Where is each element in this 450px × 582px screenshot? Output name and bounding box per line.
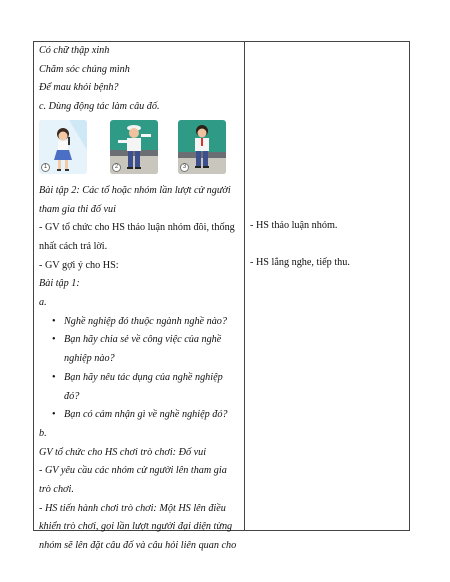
illustration-student: [178, 120, 226, 174]
question-item: [39, 313, 237, 332]
teacher-instruction: nhất cách trả lời.: [39, 240, 108, 252]
student-activity: nhóm sẽ lên đặt câu đố và câu hỏi liên quan cho: [39, 540, 237, 552]
part-a-label: a.: [39, 297, 47, 309]
bullet-icon: •: [52, 371, 56, 383]
bullet-icon: •: [52, 315, 56, 327]
picture-number: 2: [112, 163, 121, 172]
teacher-request: trò chơi.: [39, 484, 74, 496]
picture-number: 1: [41, 163, 50, 172]
exercise-1-title: Bài tập 1:: [39, 278, 80, 290]
illustration-traffic-police: [110, 120, 158, 174]
picture-number: 3: [180, 163, 189, 172]
poem-line: Có chữ thập xinh: [39, 45, 110, 56]
student-response: - HS thảo luận nhóm.: [250, 220, 338, 231]
illustration-singer: [39, 120, 87, 174]
student-response: - HS lắng nghe, tiếp thu.: [250, 257, 350, 268]
game-title: GV tổ chức cho HS chơi trò chơi: Đố vui: [39, 446, 207, 458]
teacher-instruction: - GV tổ chức cho HS thảo luận nhóm đôi, thống: [39, 222, 235, 234]
question-text: Bạn hãy nêu tác dụng của nghề nghiệp: [64, 371, 223, 383]
illustration-row: [39, 118, 237, 180]
student-activity: - HS tiến hành chơi trò chơi: Một HS lên điều: [39, 502, 226, 514]
part-b-label: b.: [39, 427, 47, 439]
question-text: nghiệp nào?: [64, 353, 115, 365]
poem-line: Chăm sóc chúng mình: [39, 63, 130, 75]
teacher-request: - GV yêu cầu các nhóm cử người lên tham gia: [39, 465, 227, 477]
question-item: [39, 331, 237, 368]
question-text: Nghề nghiệp đó thuộc ngành nghề nào?: [64, 315, 227, 327]
bullet-icon: •: [52, 334, 56, 346]
question-text: đó?: [64, 390, 80, 402]
question-item: [39, 406, 237, 425]
student-activity: khiển trò chơi, gọi lần lượt người đại diện từng: [39, 521, 233, 533]
question-text: Bạn hãy chia sẻ về công việc của nghề: [64, 334, 222, 346]
teacher-hint: - GV gợi ý cho HS:: [39, 259, 119, 271]
bullet-icon: •: [52, 409, 56, 421]
lesson-table: [33, 41, 410, 552]
section-c: c. Dùng động tác làm câu đố.: [39, 101, 160, 113]
teacher-activity-column: [39, 42, 237, 556]
poem-line: Để mau khỏi bệnh?: [39, 82, 119, 94]
column-divider: [244, 42, 245, 530]
question-item: [39, 369, 237, 406]
question-text: Bạn có cảm nhận gì về nghề nghiệp đó?: [64, 409, 228, 421]
exercise-2-title: Bài tập 2: Các tổ hoặc nhóm lần lượt cử người: [39, 184, 231, 196]
exercise-2-title: tham gia thi đố vui: [39, 203, 116, 215]
